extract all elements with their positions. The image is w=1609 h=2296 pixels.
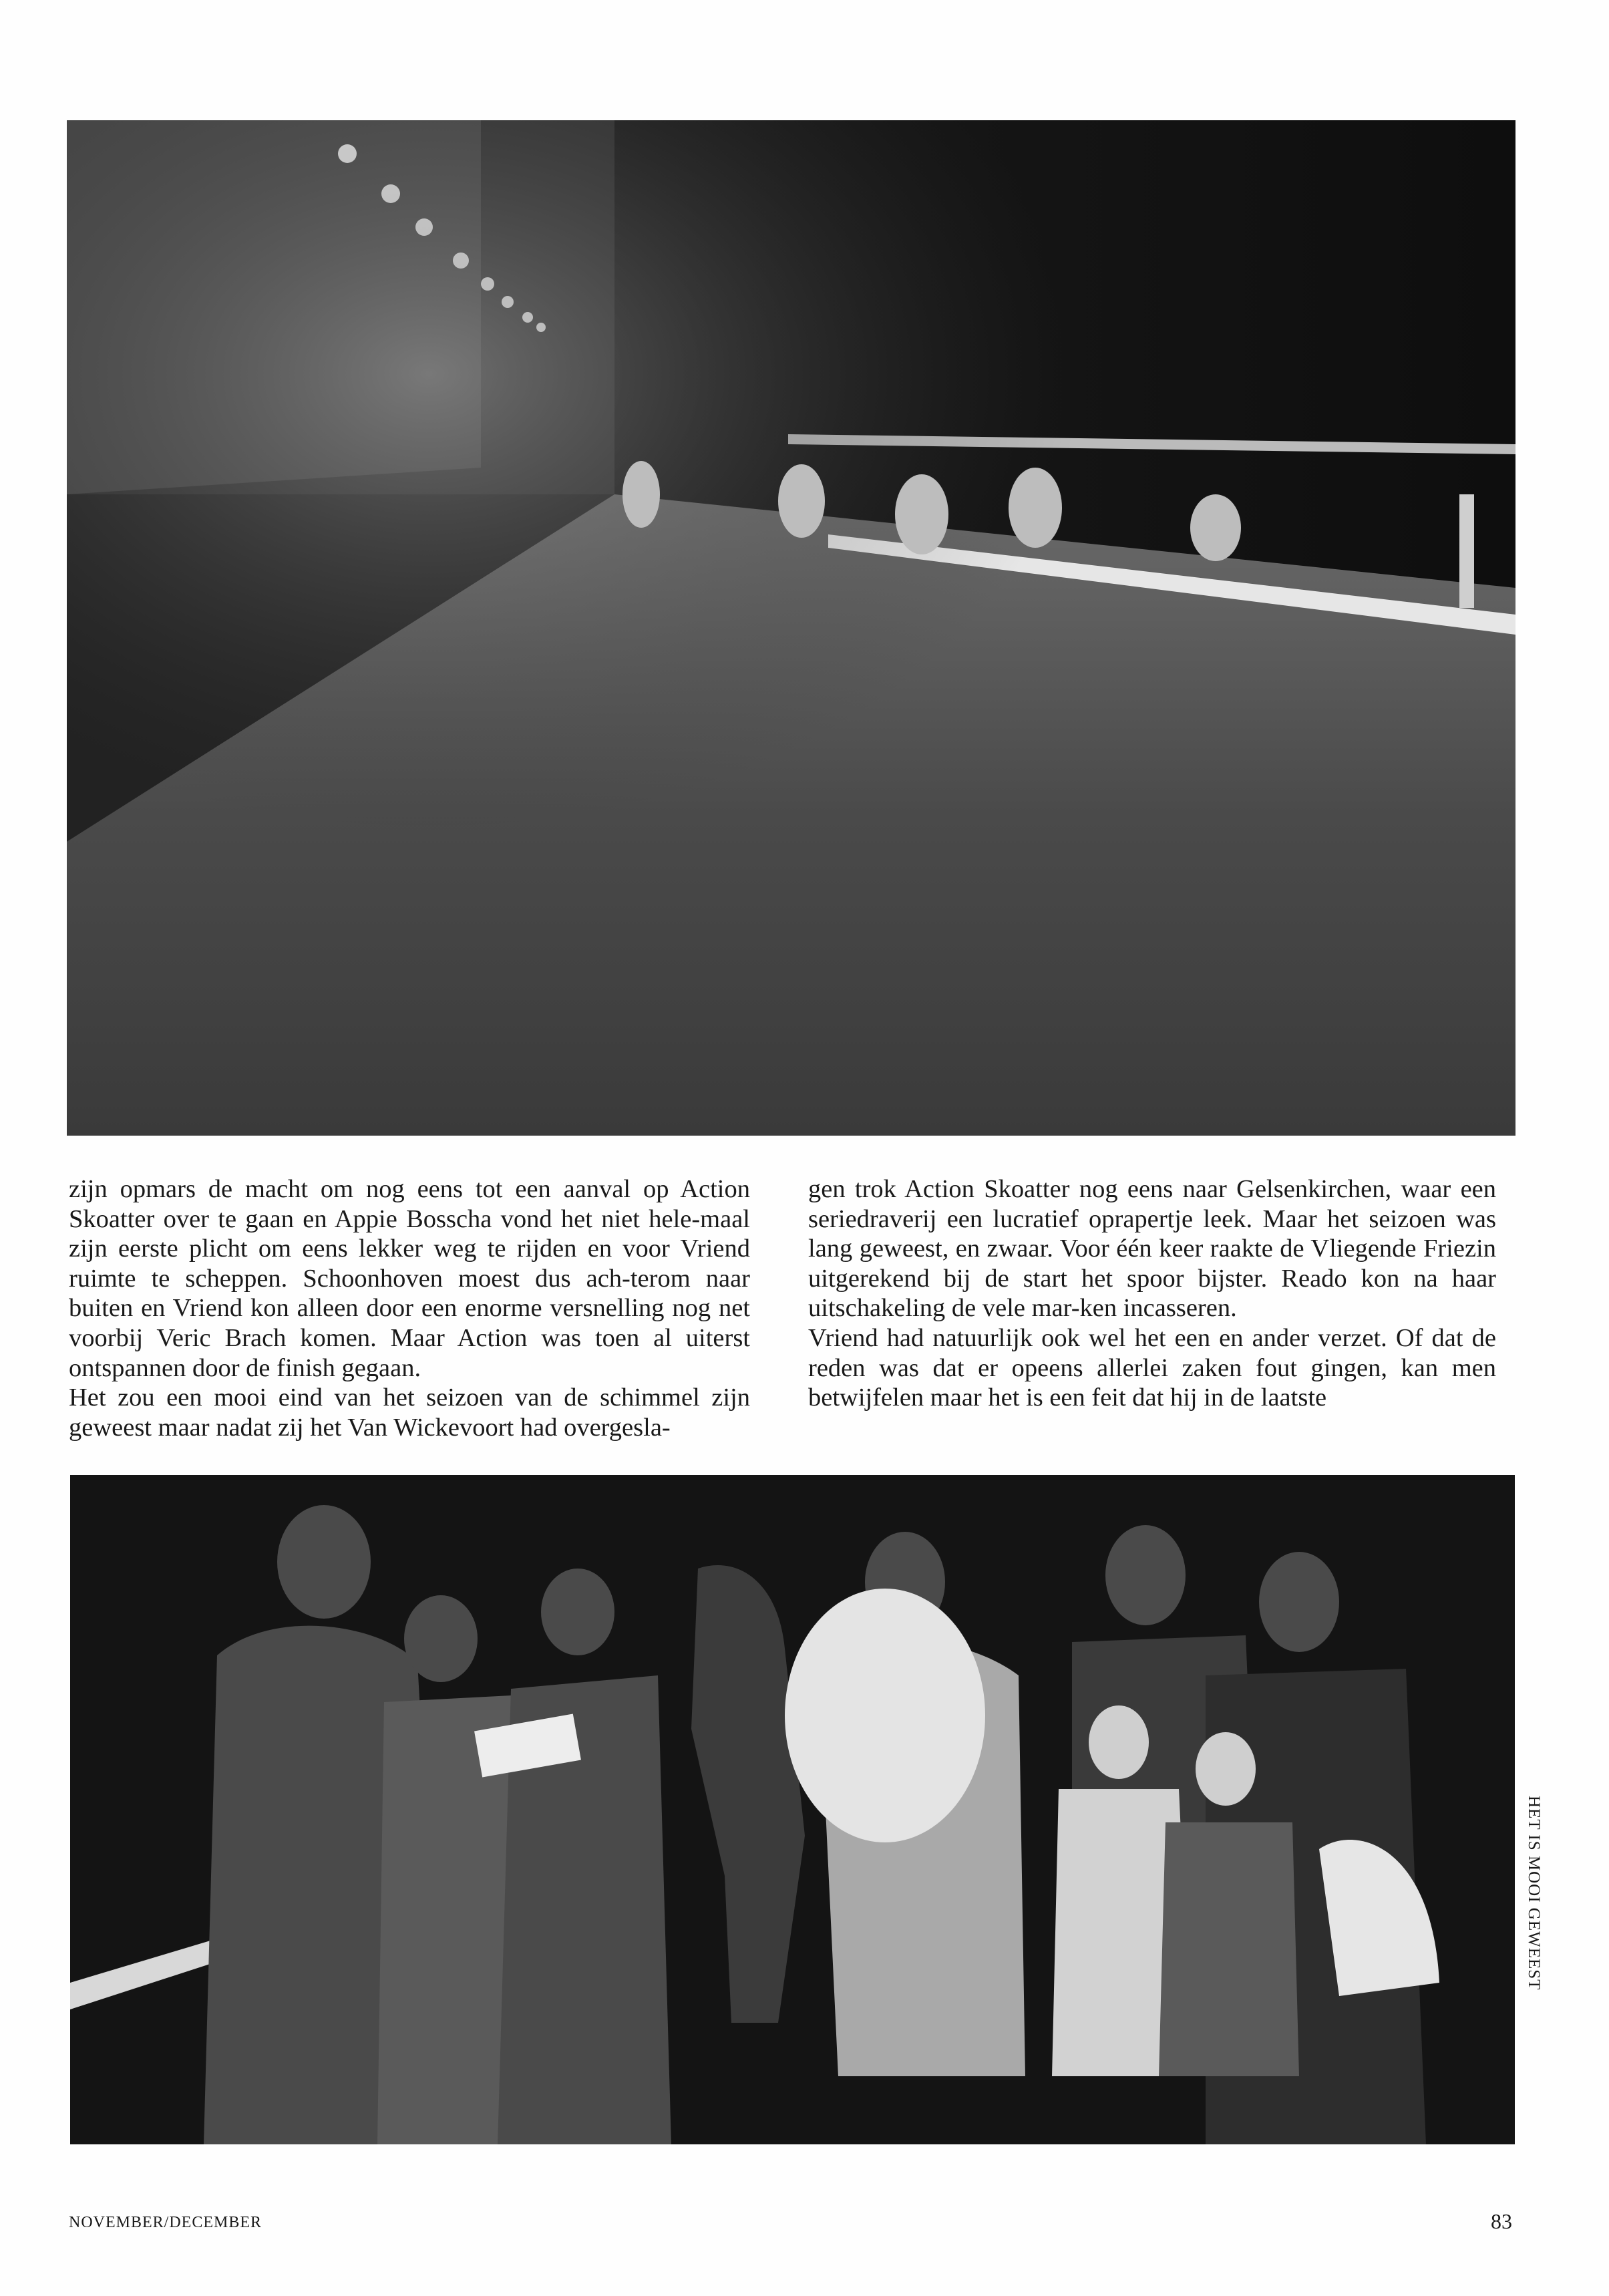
article-column-left	[69, 1174, 750, 1442]
article-paragraph: Vriend had natuurlijk ook wel het een en ander verzet. Of dat de reden was dat er opeens allerlei zaken fout gingen, kan men betwijfelen maar het is een feit dat hij in de laatste	[808, 1323, 1496, 1412]
page-number: 83	[1491, 2209, 1512, 2233]
article-paragraph: gen trok Action Skoatter nog eens naar Gelsenkirchen, waar een seriedraverij een lucratief oprapertje leek. Maar het seizoen was lang geweest, en zwaar. Voor één keer raakte de Vliegende Friezin uitgerekend bij de start het spoor bijster. Reado kon na haar uitschakeling de vele mar-ken incasseren.	[808, 1175, 1496, 1323]
article-paragraph: Het zou een mooi eind van het seizoen van de schimmel zijn geweest maar nadat zij het Van Wickevoort had overgesla-	[69, 1383, 750, 1442]
running-title: HET IS MOOI GEWEEST	[1525, 1796, 1543, 1991]
article-paragraph: zijn opmars de macht om nog eens tot een aanval op Action Skoatter over te gaan en Appie Bosscha vond het niet hele-maal zijn eerste plicht om eens lekker weg te rijden en voor Vriend ruimte te scheppen. Schoonhoven moest dus ach-terom naar buiten en Vriend kon alleen door een enorme versnelling nog net voorbij Veric Brach komen. Maar Action was toen al uiterst ontspannen door de finish gegaan.	[69, 1175, 750, 1382]
article-column-right	[808, 1174, 1496, 1413]
issue-label: NOVEMBER/DECEMBER	[69, 2214, 262, 2231]
winners-group-photo	[70, 1475, 1515, 2144]
race-track-photo	[67, 120, 1515, 1136]
